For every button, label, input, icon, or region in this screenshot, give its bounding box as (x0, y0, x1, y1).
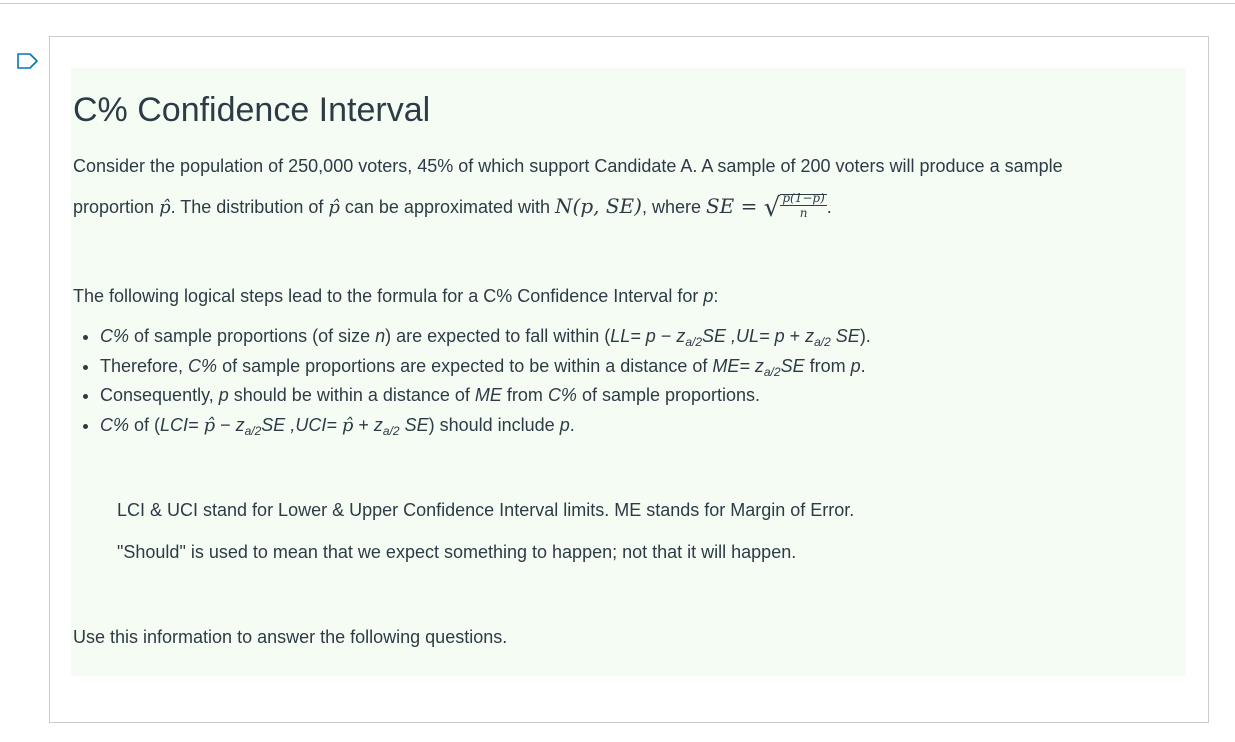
step-text: C% (100, 326, 130, 346)
steps-intro-colon: : (713, 286, 719, 306)
step-text: from (804, 355, 851, 376)
intro-line-1: Consider the population of 250,000 voters, 45% of which support Candidate A. A sample of 200 voters will produce a sample (73, 156, 1063, 176)
list-item (100, 322, 871, 352)
sqrt-radicand (780, 190, 826, 224)
step-text: z (373, 414, 383, 435)
step-text: UCI= (295, 414, 342, 435)
step-text: C% (100, 414, 130, 435)
step-text: from (501, 385, 548, 405)
step-text: SE (780, 355, 805, 376)
step-text: should be within a distance of (228, 385, 475, 405)
period: . (826, 197, 832, 218)
step-text: SE (702, 326, 727, 346)
step-text: LL= p (610, 326, 656, 346)
step-text: of sample proportions (of size (129, 326, 376, 346)
normal-dist-args: (p, SE) (572, 194, 642, 219)
step-text: , (726, 326, 737, 346)
step-text: + (353, 414, 374, 435)
step-text: SE (261, 414, 286, 435)
step-text: SE (830, 326, 860, 346)
list-item (100, 381, 871, 411)
p-hat-symbol: p̂ (203, 414, 216, 436)
step-text: n (375, 326, 386, 346)
top-divider (0, 3, 1235, 4)
step-text: . (569, 414, 575, 435)
intro-text: , where (641, 197, 706, 218)
step-text: z (805, 326, 815, 346)
step-subscript: a/2 (382, 423, 400, 438)
se-fraction (780, 191, 826, 220)
se-symbol: SE (705, 194, 735, 219)
steps-intro (73, 284, 718, 308)
step-text: ME (474, 385, 502, 405)
page-title: C% Confidence Interval (73, 91, 431, 129)
step-text: C% (547, 385, 577, 405)
step-text: of sample proportions. (576, 385, 761, 405)
step-text: ). (859, 326, 871, 346)
intro-line-2 (73, 190, 832, 224)
list-item (100, 352, 871, 382)
intro-text: proportion (73, 197, 160, 218)
step-subscript: a/2 (814, 335, 831, 349)
step-text: p (559, 414, 570, 435)
steps-list (73, 322, 871, 440)
step-text: − (215, 414, 236, 435)
step-text: ME= z (712, 355, 764, 376)
list-item (100, 411, 871, 441)
step-text: UL= p (736, 326, 785, 346)
step-text: p (218, 385, 229, 405)
step-text: of sample proportions are expected to be within a distance of (217, 355, 713, 376)
fraction-denominator: n (799, 205, 808, 220)
step-text: SE (399, 414, 429, 435)
steps-intro-var: p (703, 286, 714, 306)
step-text: + (784, 326, 806, 346)
p-hat-symbol: p̂ (341, 414, 354, 436)
step-text: LCI= (160, 414, 204, 435)
p-hat-symbol: p̂ (159, 197, 171, 219)
step-text: Therefore, (100, 355, 189, 376)
fraction-numerator: p(1−p) (782, 190, 825, 205)
closing-instruction: Use this information to answer the following questions. (73, 627, 508, 647)
intro-text: can be approximated with (339, 197, 556, 218)
intro-text: . The distribution of (170, 197, 329, 218)
step-text: Consequently, (100, 385, 219, 405)
question-card (49, 36, 1209, 723)
equals-sign: = (734, 194, 764, 219)
step-text: of ( (129, 414, 161, 435)
step-text: , (285, 414, 296, 435)
step-text: p (850, 355, 861, 376)
step-text: z (676, 326, 686, 346)
steps-intro-text: The following logical steps lead to the formula for a C% Confidence Interval for (73, 286, 704, 306)
step-text: ) should include (428, 414, 560, 435)
step-text: z (235, 414, 245, 435)
step-text: ) are expected to fall within ( (385, 326, 611, 346)
step-text: . (860, 355, 866, 376)
sqrt-expression (763, 190, 827, 224)
flag-outline-icon[interactable] (15, 52, 41, 70)
step-subscript: a/2 (244, 423, 262, 438)
note-abbreviations: LCI & UCI stand for Lower & Upper Confidence Interval limits. ME stands for Margin of Error. (117, 500, 855, 520)
step-subscript: a/2 (763, 364, 781, 379)
normal-dist-symbol: N (555, 194, 573, 219)
step-subscript: a/2 (685, 335, 703, 349)
p-hat-symbol: p̂ (328, 197, 340, 219)
step-text: C% (188, 355, 218, 376)
note-should: "Should" is used to mean that we expect something to happen; not that it will happen. (117, 542, 797, 562)
sqrt-symbol: √ (763, 193, 781, 223)
step-text: − (655, 326, 677, 346)
